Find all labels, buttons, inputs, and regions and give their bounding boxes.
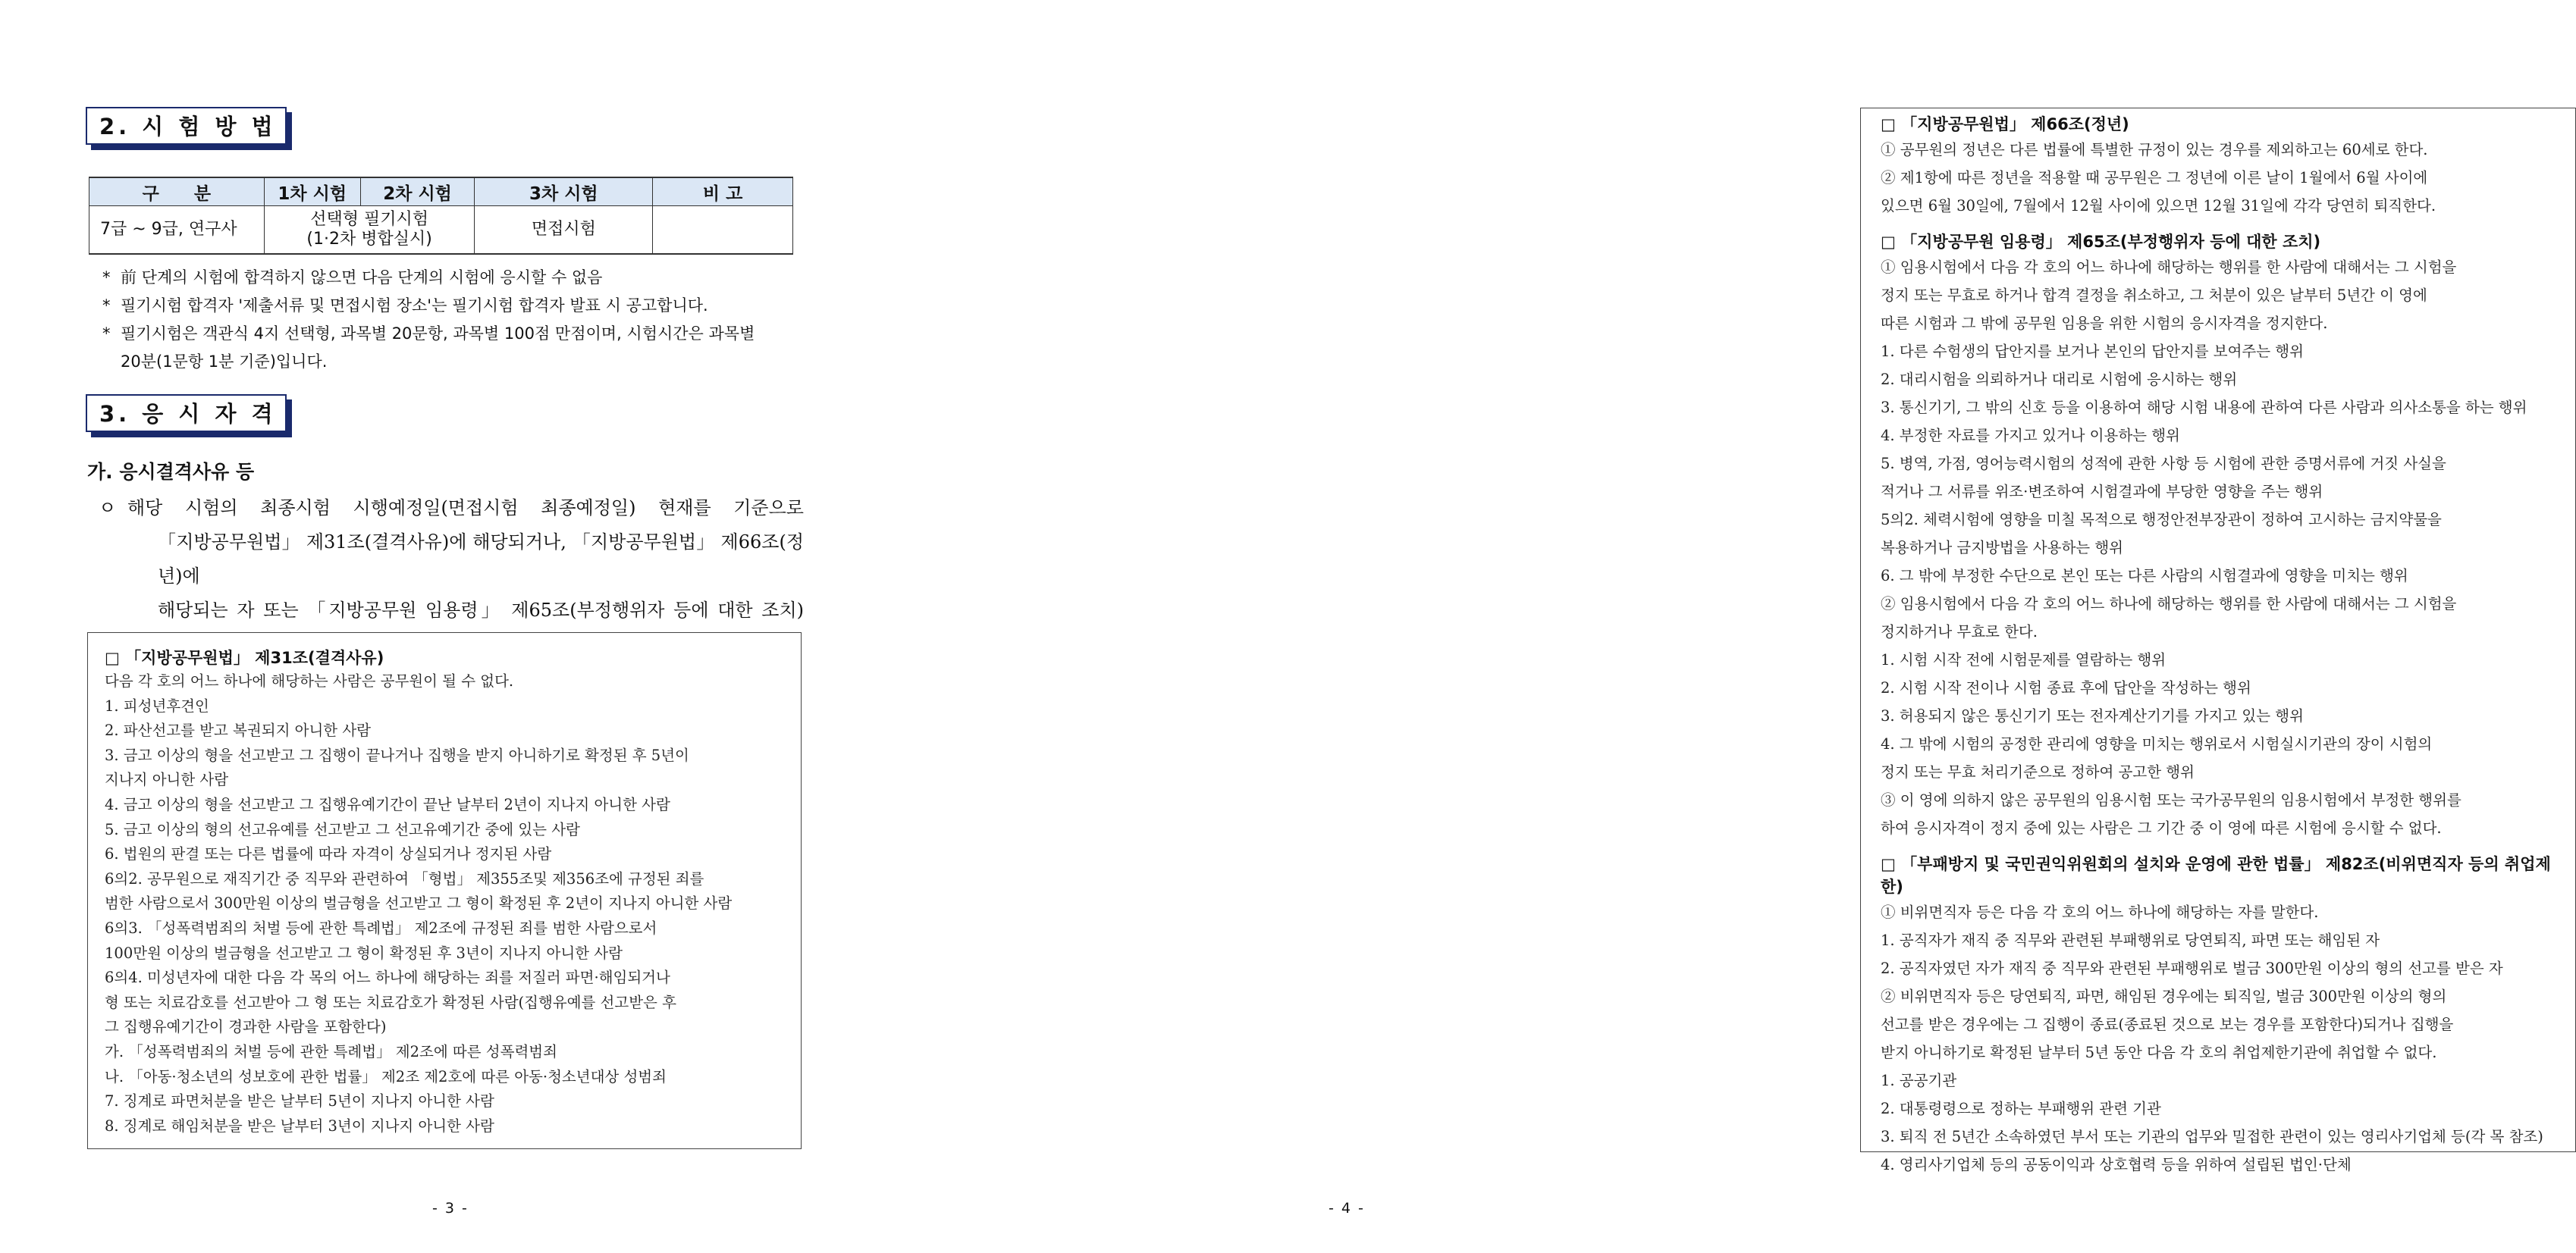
law-box-title: □ 「지방공무원법」 제31조(결격사유): [105, 649, 384, 667]
page-right: [886, 0, 2551, 1253]
law-text-line: 4. 그 밖에 시험의 공정한 관리에 영향을 미치는 행위로서 시험실시기관의 장이 시험의: [1881, 735, 2433, 753]
table-header: 구 분: [89, 177, 265, 206]
law-text-line: 1. 피성년후견인: [105, 697, 209, 715]
law-text-line: 3. 퇴직 전 5년간 소속하였던 부서 또는 기관의 업무와 밀접한 관련이 있는 영리사기업체 등(각 목 참조): [1881, 1128, 2543, 1145]
law-text-line: 6의2. 공무원으로 재직기간 중 직무와 관련하여 「형법」 제355조및 제356조에 규정된 죄를: [105, 869, 704, 888]
law-text-line: 8. 징계로 해임처분을 받은 날부터 3년이 지나지 아니한 사람: [105, 1117, 494, 1135]
law-text-line: 나. 「아동·청소년의 성보호에 관한 법률」 제2조 제2호에 따른 아동·청소년대상 성범죄: [105, 1067, 667, 1085]
law-text-line: 따른 시험과 그 밖에 공무원 임용을 위한 시험의 응시자격을 정지한다.: [1881, 315, 2328, 332]
exam-method-table: [89, 177, 793, 255]
law-text-line: 4. 금고 이상의 형을 선고받고 그 집행유예기간이 끝난 날부터 2년이 지나지 아니한 사람: [105, 795, 670, 813]
law-box-body: [1881, 136, 2566, 220]
paragraph-line: 해당되는 자 또는 「지방공무원 임용령」 제65조(부정행위자 등에 대한 조치): [158, 600, 804, 621]
law-text-line: 1. 다른 수험생의 답안지를 보거나 본인의 답안지를 보여주는 행위: [1881, 343, 2304, 360]
law-box-body: [1881, 253, 2566, 842]
law-box-title: □ 「지방공무원 임용령」 제65조(부정행위자 등에 대한 조치): [1881, 233, 2321, 251]
law-text-line: 가. 「성폭력범죄의 처벌 등에 관한 특례법」 제2조에 따른 성폭력범죄: [105, 1042, 557, 1060]
table-header-row: [89, 177, 793, 206]
law-text-line: ① 공무원의 정년은 다른 법률에 특별한 규정이 있는 경우를 제외하고는 60세로 한다.: [1881, 141, 2428, 158]
law-text-line: 3. 통신기기, 그 밖의 신호 등을 이용하여 해당 시험 내용에 관하여 다른 사람과 의사소통을 하는 행위: [1881, 399, 2527, 416]
paragraph-line: 「지방공무원법」 제31조(결격사유)에 해당되거나, 「지방공무원법」 제66조(정년)에: [158, 531, 804, 587]
law-text-line: 2. 파산선고를 받고 복권되지 아니한 사람: [105, 722, 371, 740]
table-cell-interview: 면접시험: [475, 206, 653, 255]
law-text-line: 다음 각 호의 어느 하나에 해당하는 사람은 공무원이 될 수 없다.: [105, 672, 514, 690]
law-text-line: 복용하거나 금지방법을 사용하는 행위: [1881, 539, 2123, 556]
bullet-marker: ㅇ: [99, 497, 117, 518]
law-box-right: [1860, 108, 2576, 1173]
law-text-line: 하여 응시자격이 정지 중에 있는 사람은 그 기간 중 이 영에 따른 시험에 응시할 수 없다.: [1881, 819, 2442, 837]
note-item: * 前 단계의 시험에 합격하지 않으면 다음 단계의 시험에 응시할 수 없음: [102, 268, 603, 287]
law-text-line: 6의4. 미성년자에 대한 다음 각 목의 어느 하나에 해당하는 죄를 저질러 파면·해임되거나: [105, 969, 670, 987]
table-cell-category: 7급 ~ 9급, 연구사: [89, 206, 265, 255]
law-text-line: 선고를 받은 경우에는 그 집행이 종료(종료된 것으로 보는 경우를 포함한다)되거나 집행을: [1881, 1016, 2454, 1033]
law-text-line: 적거나 그 서류를 위조·변조하여 시험결과에 부당한 영향을 주는 행위: [1881, 483, 2323, 500]
law-text-line: ③ 이 영에 의하지 않은 공무원의 임용시험 또는 국가공무원의 임용시험에서 부정한 행위를: [1881, 791, 2461, 809]
page-left: [0, 0, 886, 1253]
law-box-title: □ 「부패방지 및 국민권익위원회의 설치와 운영에 관한 법률」 제82조(비위면직자 등의 취업제한): [1881, 855, 2551, 896]
law-text-line: 받지 아니하기로 확정된 날부터 5년 동안 다음 각 호의 취업제한기관에 취업할 수 없다.: [1881, 1044, 2437, 1061]
law-text-line: 정지하거나 무효로 한다.: [1881, 623, 2038, 641]
law-box-body: [1881, 898, 2566, 1179]
law-text-line: 4. 부정한 자료를 가지고 있거나 이용하는 행위: [1881, 427, 2180, 444]
exam-notes: [102, 264, 815, 376]
law-text-line: ① 임용시험에서 다음 각 호의 어느 하나에 해당하는 행위를 한 사람에 대해서는 그 시험을: [1881, 258, 2457, 276]
table-header: 2차 시험: [360, 177, 475, 206]
law-text-line: 형 또는 치료감호를 선고받아 그 형 또는 치료감호가 확정된 사람(집행유예를 선고받은 후: [105, 993, 676, 1011]
law-text-line: 2. 공직자였던 자가 재직 중 직무와 관련된 부패행위로 벌금 300만원 이상의 형의 선고를 받은 자: [1881, 960, 2503, 977]
paragraph-line: 해당 시험의 최종시험 시행예정일(면접시험 최종예정일) 현재를 기준으로: [127, 497, 804, 518]
section-3-heading: 3. 응 시 자 격: [86, 394, 287, 432]
page-number: - 4 -: [1329, 1200, 1365, 1217]
law-text-line: ① 비위면직자 등은 다음 각 호의 어느 하나에 해당하는 자를 말한다.: [1881, 904, 2319, 921]
law-text-line: 정지 또는 무효로 하거나 합격 결정을 취소하고, 그 처분이 있은 날부터 5년간 이 영에: [1881, 287, 2427, 304]
law-text-line: 그 집행유예기간이 경과한 사람을 포함한다): [105, 1018, 387, 1036]
written-exam-line1: 선택형 필기시험: [310, 210, 428, 229]
law-text-line: 정지 또는 무효 처리기준으로 정하여 공고한 행위: [1881, 763, 2195, 781]
law-text-line: ② 임용시험에서 다음 각 호의 어느 하나에 해당하는 행위를 한 사람에 대해서는 그 시험을: [1881, 595, 2457, 612]
law-text-line: 1. 시험 시작 전에 시험문제를 열람하는 행위: [1881, 651, 2167, 669]
law-text-line: 100만원 이상의 벌금형을 선고받고 그 형이 확정된 후 3년이 지나지 아니한 사람: [105, 944, 623, 962]
written-exam-line2: (1·2차 병합실시): [306, 230, 432, 249]
law-text-line: 범한 사람으로서 300만원 이상의 벌금형을 선고받고 그 형이 확정된 후 2년이 지나지 아니한 사람: [105, 894, 733, 913]
law-text-line: 2. 시험 시작 전이나 시험 종료 후에 답안을 작성하는 행위: [1881, 679, 2251, 697]
note-item: * 필기시험은 객관식 4지 선택형, 과목별 20문항, 과목별 100점 만점이며, 시험시간은 과목별: [102, 324, 755, 343]
law-text-line: 4. 영리사기업체 등의 공동이익과 상호협력 등을 위하여 설립된 법인·단체: [1881, 1156, 2352, 1173]
law-text-line: 2. 대통령령으로 정하는 부패행위 관련 기관: [1881, 1100, 2161, 1117]
law-text-line: 5의2. 체력시험에 영향을 미칠 목적으로 행정안전부장관이 정하여 고시하는 금지약물을: [1881, 511, 2442, 528]
table-cell-written-exam: [264, 206, 475, 255]
table-cell-remarks: [653, 206, 793, 255]
page-number: - 3 -: [432, 1200, 469, 1217]
note-item-continuation: 20분(1문항 1분 기준)입니다.: [121, 352, 328, 371]
law-text-line: ② 제1항에 따른 정년을 적용할 때 공무원은 그 정년에 이른 날이 1월에서 6월 사이에: [1881, 169, 2428, 186]
table-header: 3차 시험: [475, 177, 653, 206]
law-text-line: 3. 허용되지 않은 통신기기 또는 전자계산기기를 가지고 있는 행위: [1881, 707, 2304, 725]
law-text-line: 6. 법원의 판결 또는 다른 법률에 따라 자격이 상실되거나 정지된 사람: [105, 845, 552, 863]
law-text-line: 있으면 6월 30일에, 7월에서 12월 사이에 있으면 12월 31일에 각각 당연히 퇴직한다.: [1881, 197, 2436, 215]
law-text-line: 5. 금고 이상의 형의 선고유예를 선고받고 그 선고유예기간 중에 있는 사람: [105, 820, 580, 838]
law-text-line: 3. 금고 이상의 형을 선고받고 그 집행이 끝나거나 집행을 받지 아니하기로 확정된 후 5년이: [105, 746, 689, 764]
law-text-line: 지나지 아니한 사람: [105, 771, 229, 789]
law-text-line: 6의3. 「성폭력범죄의 처벌 등에 관한 특례법」 제2조에 규정된 죄를 범한 사람으로서: [105, 919, 657, 937]
subheading-disqualification: 가. 응시결격사유 등: [87, 461, 255, 483]
table-header: 1차 시험: [264, 177, 360, 206]
section-2-heading: 2. 시 험 방 법: [86, 107, 287, 145]
law-text-line: 1. 공공기관: [1881, 1072, 1957, 1089]
law-text-line: 5. 병역, 가점, 영어능력시험의 성적에 관한 사항 등 시험에 관한 증명서류에 거짓 사실을: [1881, 455, 2446, 472]
law-text-line: 6. 그 밖에 부정한 수단으로 본인 또는 다른 사람의 시험결과에 영향을 미치는 행위: [1881, 567, 2408, 584]
law-text-line: 7. 징계로 파면처분을 받은 날부터 5년이 지나지 아니한 사람: [105, 1092, 494, 1110]
table-row: [89, 206, 793, 255]
law-box-title: □ 「지방공무원법」 제66조(정년): [1881, 115, 2129, 133]
law-box-article-31: [87, 632, 802, 1149]
law-text-line: ② 비위면직자 등은 당연퇴직, 파면, 해임된 경우에는 퇴직일, 벌금 300만원 이상의 형의: [1881, 988, 2447, 1005]
law-text-line: 2. 대리시험을 의뢰하거나 대리로 시험에 응시하는 행위: [1881, 371, 2238, 388]
law-box-body: [105, 669, 790, 1139]
table-header: 비 고: [653, 177, 793, 206]
law-text-line: 1. 공직자가 재직 중 직무와 관련된 부패행위로 당연퇴직, 파면 또는 해임된 자: [1881, 932, 2380, 949]
note-item: * 필기시험 합격자 '제출서류 및 면접시험 장소'는 필기시험 합격자 발표 시 공고합니다.: [102, 296, 708, 315]
